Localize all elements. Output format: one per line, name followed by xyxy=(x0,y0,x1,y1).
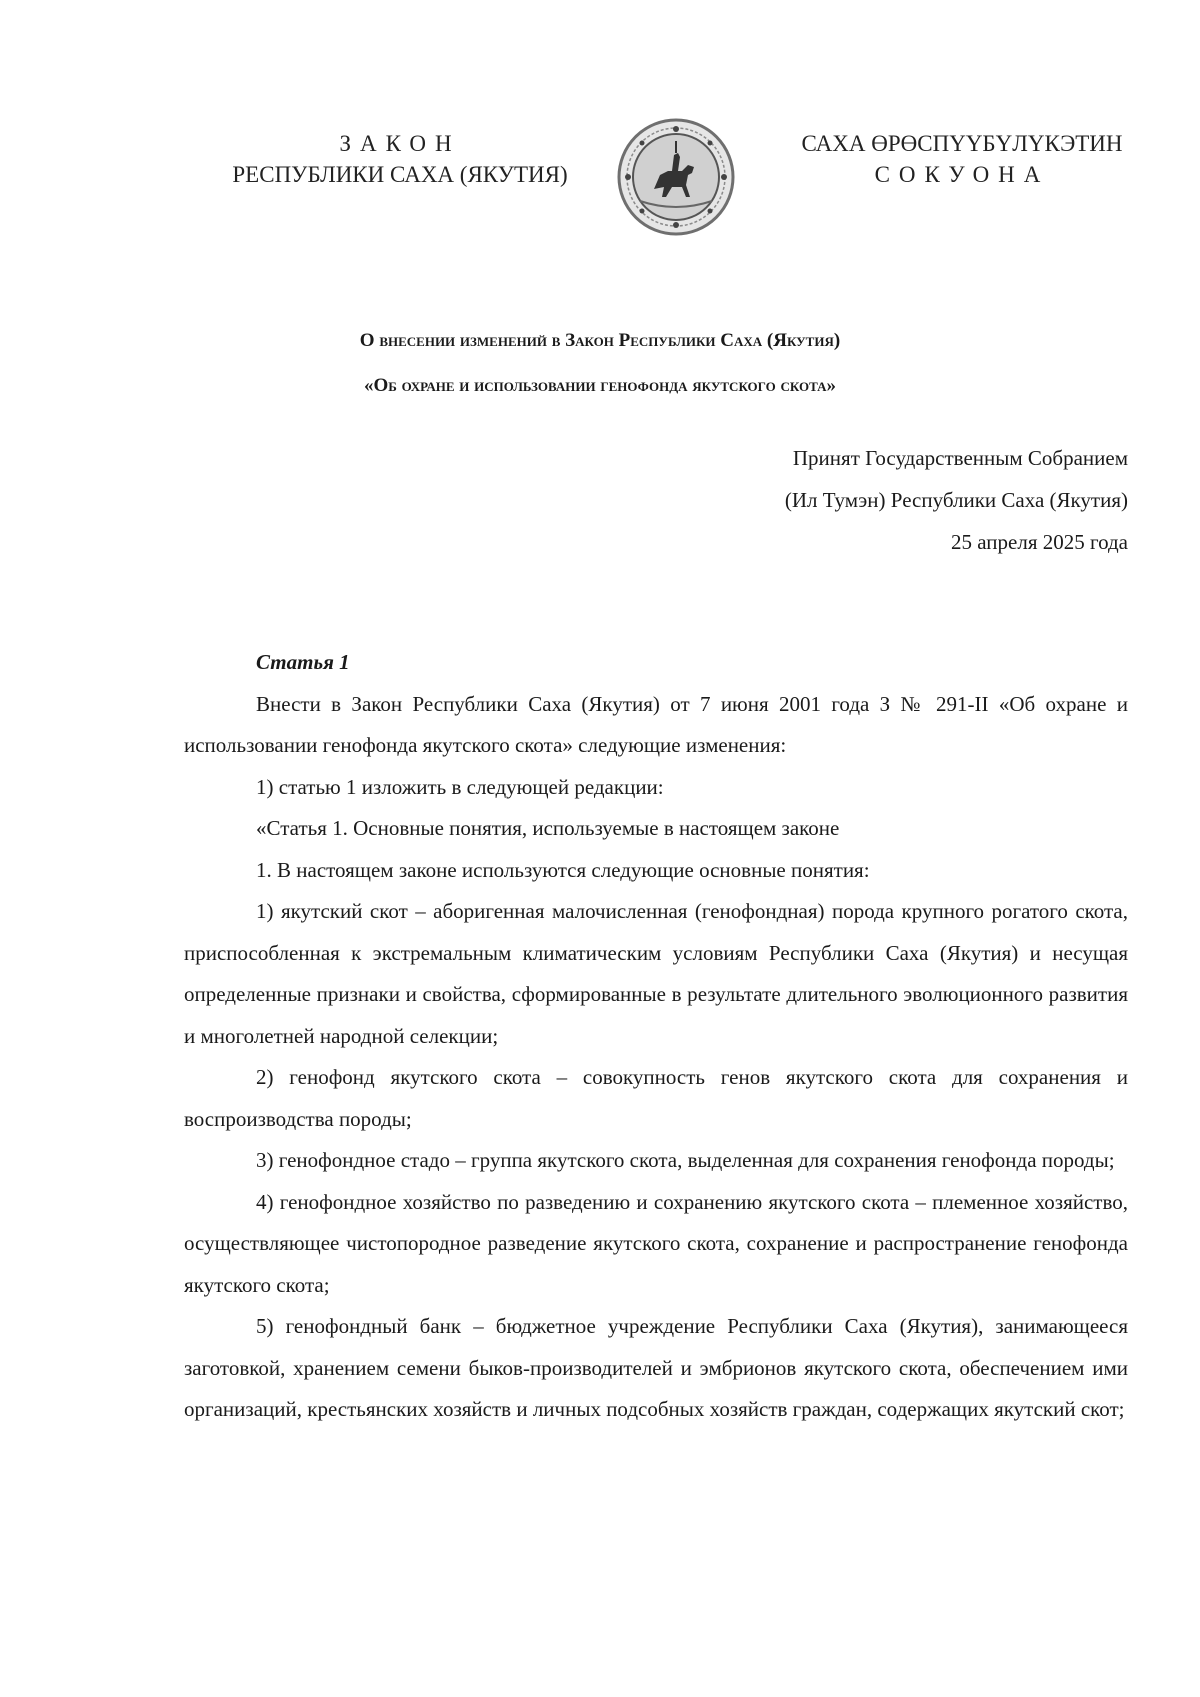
adoption-line-1: Принят Государственным Собранием xyxy=(792,446,1128,470)
paragraph: 2) генофонд якутского скота – совокупность генов якутского скота для сохранения и воспроизводства породы; xyxy=(184,1065,1128,1131)
paragraph: Внести в Закон Республики Саха (Якутия) от 7 июня 2001 года З № 291-II «Об охране и использовании генофонда якутского скота» следующие изменения: xyxy=(184,691,1128,757)
republic-name: РЕСПУБЛИКИ САХА (ЯКУТИЯ) xyxy=(232,162,568,187)
law-word-sakha: СОКУОНА xyxy=(874,162,1050,187)
article-body xyxy=(184,642,1128,1431)
paragraph: 5) генофондный банк – бюджетное учреждение Республики Саха (Якутия), занимающееся заготовкой, хранением семени быков-производителей и эмбрионов якутского скота, обеспечением ими организаций, крестьянских хозяйств и личных подсобных хозяйств граждан, содержащих якутский скот; xyxy=(184,1314,1128,1421)
title-line-1: О внесении изменений в Закон Республики Саха (Якутия) xyxy=(359,330,841,351)
header-left xyxy=(190,128,610,190)
paragraph: 1) якутский скот – аборигенная малочисленная (генофондная) порода крупного рогатого скота, приспособленная к экстремальным климатическим условиям Республики Саха (Якутия) и несущая определенные признаки и свойства, сформированные в результате длительного эволюционного развития и многолетней народной селекции; xyxy=(184,899,1128,1048)
adoption-block xyxy=(568,437,1128,563)
law-word: ЗАКОН xyxy=(339,131,461,156)
header-right xyxy=(752,128,1172,190)
paragraph: «Статья 1. Основные понятия, используемые в настоящем законе xyxy=(256,816,840,840)
paragraph: 4) генофондное хозяйство по разведению и сохранению якутского скота – племенное хозяйство, осуществляющее чистопородное разведение якутского скота, сохранение и распространение генофонда якутского скота; xyxy=(184,1189,1128,1297)
article-heading: Статья 1 xyxy=(256,650,350,674)
paragraph: 3) генофондное стадо – группа якутского скота, выделенная для сохранения генофонда породы; xyxy=(256,1148,1115,1172)
paragraph: 1. В настоящем законе используются следующие основные понятия: xyxy=(256,857,870,882)
emblem-svg xyxy=(616,117,736,237)
adoption-line-2: (Ил Тумэн) Республики Саха (Якутия) xyxy=(784,488,1128,512)
paragraph: 1) статью 1 изложить в следующей редакции: xyxy=(256,774,664,799)
document-title xyxy=(180,318,1020,408)
coat-of-arms-emblem xyxy=(616,117,736,237)
adoption-date: 25 апреля 2025 года xyxy=(951,530,1128,554)
title-line-2: «Об охране и использовании генофонда якутского скота» xyxy=(364,375,836,396)
republic-name-sakha: САХА ӨРӨСПҮҮБҮЛҮКЭТИН xyxy=(801,131,1123,156)
